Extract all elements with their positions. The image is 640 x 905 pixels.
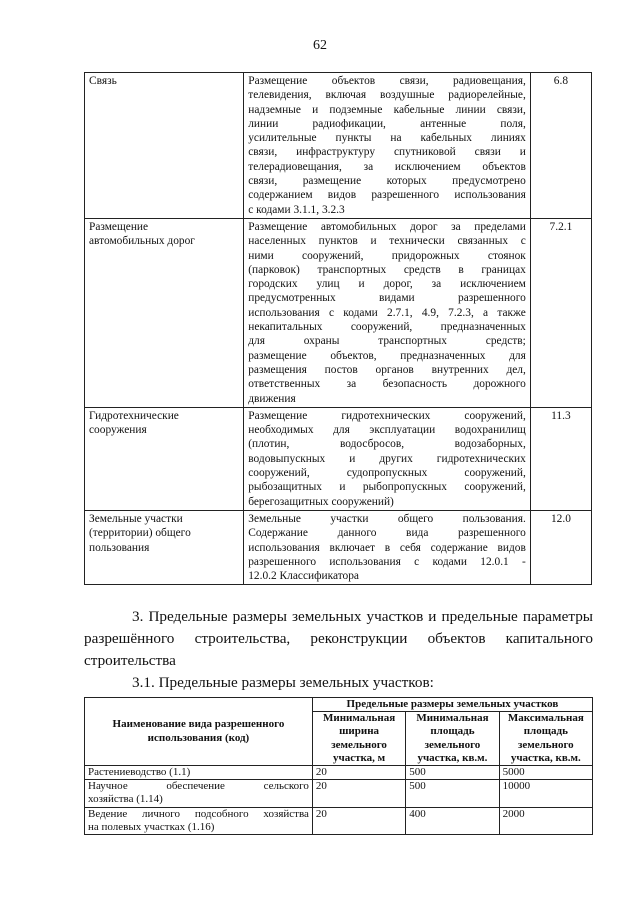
use-name-line: Связь (89, 75, 117, 87)
min-width-cell: 20 (312, 766, 405, 780)
description-line: с кодами 3.1.1, 3.2.3 (248, 203, 345, 216)
plot-size-table (84, 697, 593, 835)
section-heading-line: строительства (84, 652, 176, 669)
min-area-cell: 500 (406, 780, 499, 807)
description-line: ними сооружений, придорожных стоянок (248, 249, 526, 262)
description-line: необходимых для эксплуатации водохранилищ (248, 424, 526, 437)
description-line: усилительные пункты на кабельных линиях (248, 132, 526, 145)
use-code-cell: 6.8 (530, 73, 591, 219)
use-name-line: (территории) общего (89, 527, 191, 540)
description-line: разрешенного использования с кодами 12.0.1 - (248, 555, 526, 568)
description-line: 12.0.2 Классификатора (248, 570, 359, 583)
use-name-cell (85, 218, 244, 407)
description-line: телевидения, включая воздушные радиорелейные, (248, 89, 526, 102)
table-row (85, 73, 592, 219)
use-type-line: Научное обеспечение сельского (88, 780, 309, 793)
use-type-line: на полевых участках (1.16) (88, 820, 215, 833)
header-line: Наименование вида разрешенного (112, 718, 285, 731)
size-group-header: Предельные размеры земельных участков (312, 698, 592, 712)
table-row (85, 407, 592, 510)
size-column-header (499, 712, 592, 766)
use-name-line: сооружения (89, 424, 147, 437)
table-row (85, 780, 593, 807)
section-heading-line: 3. Предельные размеры земельных участков и предельные параметры (132, 608, 593, 625)
description-line: связи, размещение которых предусмотрено (248, 175, 526, 188)
header-line: Максимальная (507, 712, 584, 725)
use-description-cell (244, 73, 531, 219)
table-row (85, 766, 593, 780)
use-type-line: Растениеводство (1.1) (88, 766, 191, 779)
section-heading-line: разрешённого строительства, реконструкции объектов капитального (84, 630, 593, 647)
size-column-header (312, 712, 405, 766)
use-type-cell (85, 780, 313, 807)
header-line: Минимальная (416, 712, 489, 725)
min-area-cell: 400 (406, 807, 499, 834)
header-line: земельного (517, 738, 574, 751)
use-name-cell (85, 73, 244, 219)
header-line: участка, м (332, 751, 386, 764)
description-line: связи, инфраструктуру спутниковой связи и (248, 146, 526, 159)
description-line: населенных пунктов и технически связанных с (248, 235, 526, 248)
description-line: (плотин, водосбросов, водозаборных, (248, 438, 526, 451)
description-line: содержанием видов разрешенного использования (248, 189, 526, 202)
description-line: ответственных за безопасность дорожного (248, 378, 526, 391)
use-name-line: автомобильных дорог (89, 235, 195, 248)
min-width-cell: 20 (312, 780, 405, 807)
max-area-cell: 10000 (499, 780, 592, 807)
description-line: движения (248, 392, 296, 405)
description-line: размещение объектов, предназначенных для (248, 349, 526, 362)
description-line: использования включает в себя содержание видов (248, 541, 526, 554)
subsection-heading: 3.1. Предельные размеры земельных участков: (132, 674, 434, 691)
description-line: для охраны транспортных средств; (248, 335, 526, 348)
description-line: телерадиовещания, за исключением объектов (248, 160, 526, 173)
description-line: рыбозащитных и рыбопропускных сооружений, (248, 481, 526, 494)
use-type-line: хозяйства (1.14) (88, 793, 163, 806)
description-line: городских улиц и дорог, за исключением (248, 278, 526, 291)
header-line: использования (код) (147, 731, 250, 744)
header-line: площадь (430, 725, 475, 738)
header-line: участка, кв.м. (417, 751, 488, 764)
header-line: участка, кв.м. (510, 751, 581, 764)
description-line: Размещение автомобильных дорог за пределами (248, 220, 526, 233)
use-description-cell (244, 407, 531, 510)
size-column-header (406, 712, 499, 766)
table-row (85, 807, 593, 834)
use-name-line: Размещение (89, 220, 149, 233)
use-name-line: пользования (89, 541, 150, 554)
use-name-cell (85, 510, 244, 584)
description-line: Земельные участки общего пользования. (248, 512, 526, 525)
use-description-cell (244, 510, 531, 584)
use-code-cell: 12.0 (530, 510, 591, 584)
page-number: 62 (313, 38, 327, 53)
section-heading (84, 606, 593, 672)
use-name-cell (85, 407, 244, 510)
description-line: размещения постов органов внутренних дел, (248, 363, 526, 376)
use-code-cell: 7.2.1 (530, 218, 591, 407)
description-line: берегозащитных сооружений) (248, 495, 394, 508)
min-width-cell: 20 (312, 807, 405, 834)
table-row (85, 510, 592, 584)
description-line: Содержание данного вида разрешенного (248, 527, 526, 540)
description-line: надземные и подземные кабельные линии связи, (248, 103, 526, 116)
header-line: земельного (331, 738, 387, 751)
header-line: площадь (523, 725, 568, 738)
description-line: предусмотренных видами разрешенного (248, 292, 526, 305)
use-type-cell (85, 766, 313, 780)
description-line: Размещение объектов связи, радиовещания, (248, 75, 526, 87)
description-line: использования с кодами 2.7.1, 4.9, 7.2.3, а также (248, 306, 526, 319)
description-line: водовыпускных и других гидротехнических (248, 452, 526, 465)
permitted-use-table (84, 72, 592, 585)
min-area-cell: 500 (406, 766, 499, 780)
max-area-cell: 5000 (499, 766, 592, 780)
description-line: сооружений, судопропускных сооружений, (248, 467, 526, 480)
use-code-cell: 11.3 (530, 407, 591, 510)
use-type-line: Ведение личного подсобного хозяйства (88, 807, 309, 820)
description-line: Размещение гидротехнических сооружений, (248, 409, 526, 422)
header-line: ширина (339, 725, 380, 738)
max-area-cell: 2000 (499, 807, 592, 834)
description-line: некапитальных сооружений, предназначенных (248, 321, 526, 334)
use-name-line: Гидротехнические (89, 409, 179, 422)
use-name-line: Земельные участки (89, 512, 183, 525)
header-line: Минимальная (322, 712, 396, 725)
use-description-cell (244, 218, 531, 407)
description-line: (парковок) транспортных средств в границах (248, 263, 526, 276)
use-type-header (85, 698, 313, 766)
use-type-cell (85, 807, 313, 834)
table-row (85, 218, 592, 407)
header-line: земельного (424, 738, 481, 751)
description-line: линии радиофикации, антенные поля, (248, 117, 526, 130)
